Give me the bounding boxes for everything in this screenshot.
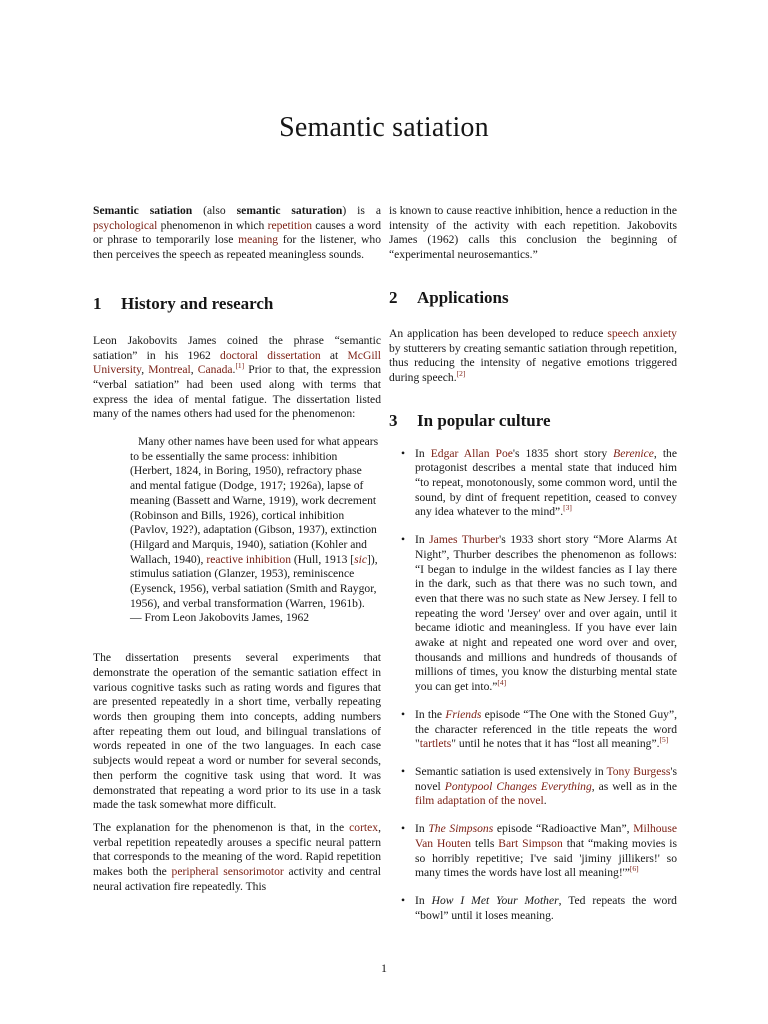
- list-item-text: [415, 894, 677, 923]
- term-semantic-satiation: Semantic satiation: [93, 204, 193, 217]
- list-item: [389, 447, 677, 521]
- text: tells: [471, 836, 499, 850]
- list-item: [389, 533, 677, 695]
- text: that “making movies is so horribly repetitive; I've said 'jiminy jillikers!' so many times the words have lost all meaning!'”: [415, 836, 678, 880]
- term-semantic-saturation: semantic saturation: [236, 204, 343, 217]
- link-tony-burgess[interactable]: Tony Burgess: [606, 764, 671, 778]
- section-title: Applications: [417, 287, 509, 307]
- page-number: 1: [381, 961, 387, 975]
- text: ) is a: [342, 204, 381, 217]
- text: ,: [141, 363, 149, 377]
- link-tartlets[interactable]: tartlets: [419, 737, 452, 751]
- list-item-text: [415, 765, 677, 809]
- text: , Ted repeats the word “bowl” until it loses meaning.: [415, 893, 677, 922]
- section-heading-applications: [389, 287, 677, 309]
- text: phenomenon in which: [157, 218, 268, 232]
- experiments-paragraph: The dissertation presents several experiments that demonstrate the operation of the semantic satiation effect in various cognitive tasks such as rating words and figures that are presented repeatedly in a short time, verbally repeating words then grouping them into concepts, adding numbers after repeating them out loud, and bilingual translations of words repeated in one of the two languages. In each case subjects would repeat a word or number for several seconds, then perform the cognitive task using that word. It was demonstrated that repeating a word prior to its use in a task made the task somewhat more difficult.: [93, 651, 381, 812]
- list-item: [389, 822, 677, 881]
- link-speech-anxiety[interactable]: speech anxiety: [607, 326, 677, 340]
- bullet-icon: •: [401, 764, 406, 778]
- text: for the listener, who then perceives the speech as repeated meaningless sounds.: [93, 233, 381, 262]
- section-number: 1: [93, 293, 102, 313]
- link-doctoral-dissertation[interactable]: doctoral dissertation: [220, 348, 321, 362]
- intro-paragraph: [93, 204, 381, 263]
- list-item-text: [415, 708, 677, 752]
- link-mcgill-university[interactable]: McGill University: [93, 348, 381, 377]
- list-item-text: [415, 447, 677, 521]
- list-item-text: [415, 533, 677, 695]
- text: 's novel: [415, 764, 677, 793]
- link-edgar-allan-poe[interactable]: Edgar Allan Poe: [430, 446, 513, 460]
- reference-link[interactable]: [2]: [456, 369, 466, 379]
- text: ,: [190, 363, 198, 377]
- list-item-text: [415, 822, 677, 881]
- text: episode “The One with the Stoned Guy”, the character referenced in the title repeats the word ": [415, 707, 677, 751]
- link-montreal[interactable]: Montreal: [148, 363, 191, 377]
- text: .: [543, 794, 547, 808]
- text: causes a word or phrase to temporarily lose: [93, 218, 381, 247]
- link-pontypool-changes-everything[interactable]: Pontypool Changes Everything: [444, 779, 592, 793]
- list-item: [389, 894, 677, 923]
- link-james-thurber[interactable]: James Thurber: [429, 533, 500, 547]
- bullet-icon: •: [401, 446, 406, 460]
- link-reactive-inhibition[interactable]: reactive inhibition: [206, 552, 292, 566]
- link-friends[interactable]: Friends: [445, 707, 482, 721]
- link-peripheral-sensorimotor[interactable]: peripheral sensorimotor: [171, 865, 284, 879]
- link-meaning[interactable]: meaning: [238, 233, 279, 247]
- quote-attribution: — From Leon Jakobovits James, 1962: [130, 611, 310, 625]
- text: The explanation for the phenomenon is that, in the: [93, 820, 350, 834]
- link-sic[interactable]: sic: [354, 552, 368, 566]
- link-film-adaptation[interactable]: film adaptation of the novel: [415, 794, 544, 808]
- bullet-icon: •: [401, 533, 406, 547]
- text: An application has been developed to reduce: [389, 326, 608, 340]
- text: by stutterers by creating semantic satiation through repetition, thus reducing the intensity of negative emotions triggered during speech.: [389, 341, 677, 384]
- text: activity and central neural activation fire repeatedly. This: [93, 865, 381, 893]
- page-title: Semantic satiation: [279, 112, 489, 143]
- quote-text: [130, 435, 381, 611]
- popular-culture-list: [389, 447, 677, 924]
- link-berenice[interactable]: Berenice: [613, 446, 654, 460]
- link-cortex[interactable]: cortex: [349, 820, 379, 834]
- section-heading-history: [93, 293, 381, 315]
- text: 's 1933 short story “More Alarms At Night”, Thurber describes the phenomenon as follows: “I began to indulge in the wildest fancies as I lay there in the dark, such as that there was no such town, and even that there was no such state as New Jersey. I fell to repeating the word 'Jersey' over and over again, until it became idiotic and meaningless. If you have ever lain awake at night and repeated one word over and over, thousands and millions and hundreds of thousands of millions of times, you know the disturbing mental state you can get into.”: [415, 533, 677, 694]
- text: .: [232, 363, 236, 377]
- bullet-icon: •: [401, 893, 406, 907]
- text: 's 1835 short story: [512, 446, 614, 460]
- text: In the: [415, 707, 446, 721]
- link-milhouse-van-houten[interactable]: Milhouse Van Houten: [415, 822, 677, 850]
- text: In: [415, 893, 432, 907]
- text: ]), stimulus satiation (Glanzer, 1953), reminiscence (Eysenck, 1956), verbal satiation (Smith and Raygor, 1956), and verbal transformation (Warren, 1961b).: [130, 552, 378, 610]
- text: at: [320, 348, 348, 362]
- applications-paragraph: [389, 327, 677, 386]
- text: In: [415, 822, 429, 836]
- section-title: In popular culture: [417, 410, 551, 430]
- text: Leon Jakobovits James coined the phrase “semantic satiation” in his 1962: [93, 333, 381, 362]
- explanation-paragraph: [93, 821, 381, 895]
- reference-link[interactable]: [5]: [659, 735, 669, 745]
- bullet-icon: •: [401, 822, 406, 836]
- link-psychological[interactable]: psychological: [93, 218, 158, 232]
- text: Many other names have been used for what appears to be essentially the same process: inhibition (Herbert, 1824, in Boring, 1950), refractory phase and mental fatigue (Dodge, 1917; 1926a), lapse of meaning (Bassett and Warne, 1919), work decrement (Robinson and Bills, 1926), cortical inhibition (Pavlov, 192?), adaptation (Gibson, 1937), extinction (Hilgard and Marquis, 1940), satiation (Kohler and Wallach, 1940),: [130, 435, 379, 566]
- block-quote: [130, 435, 381, 626]
- section-number: 3: [389, 410, 398, 430]
- section-heading-popular-culture: [389, 410, 677, 432]
- text: Prior to that, the expression “verbal satiation” had been used along with terms that express the idea of mental fatigue. The dissertation listed many of the names others had used for the phenomenon:: [93, 363, 382, 421]
- reference-link[interactable]: [3]: [563, 503, 572, 513]
- history-paragraph: [93, 334, 381, 422]
- text: (Hull, 1913 [: [291, 552, 355, 566]
- text: In: [415, 533, 430, 547]
- list-item: [389, 708, 677, 752]
- text: , the protagonist describes a mental state that induced him “to repeat, monotonously, some common word, until the sound, by dint of frequent repetition, ceased to convey any idea whatever to the mind”.: [415, 446, 677, 519]
- continuation-paragraph: is known to cause reactive inhibition, hence a reduction in the intensity of the activity with each repetition. Jakobovits James (1962) calls this conclusion the beginning of “experimental neurosemantics.”: [389, 204, 677, 262]
- text: episode “Radioactive Man”,: [493, 822, 634, 836]
- text: In: [415, 446, 431, 460]
- link-canada[interactable]: Canada: [197, 363, 233, 377]
- section-number: 2: [389, 287, 398, 307]
- text: , verbal repetition repeatedly arouses a specific neural pattern that corresponds to the meaning of the word. Rapid repetition makes both the: [93, 820, 381, 879]
- title-how-i-met-your-mother: How I Met Your Mother: [431, 893, 559, 907]
- link-repetition[interactable]: repetition: [267, 218, 313, 232]
- text: " until he notes that it has “lost all meaning”.: [451, 737, 660, 751]
- right-column: [389, 204, 677, 923]
- text: (also: [192, 204, 237, 217]
- reference-link[interactable]: [4]: [497, 678, 507, 688]
- bullet-icon: •: [401, 707, 406, 721]
- list-item: [389, 765, 677, 809]
- section-title: History and research: [121, 293, 274, 313]
- text: , as well as in the: [591, 779, 677, 793]
- link-the-simpsons[interactable]: The Simpsons: [428, 822, 494, 836]
- left-column: [93, 204, 381, 894]
- reference-link[interactable]: [6]: [629, 864, 639, 874]
- link-bart-simpson[interactable]: Bart Simpson: [498, 836, 563, 850]
- reference-link[interactable]: [1]: [235, 361, 245, 371]
- text: Semantic satiation is used extensively in: [415, 764, 607, 778]
